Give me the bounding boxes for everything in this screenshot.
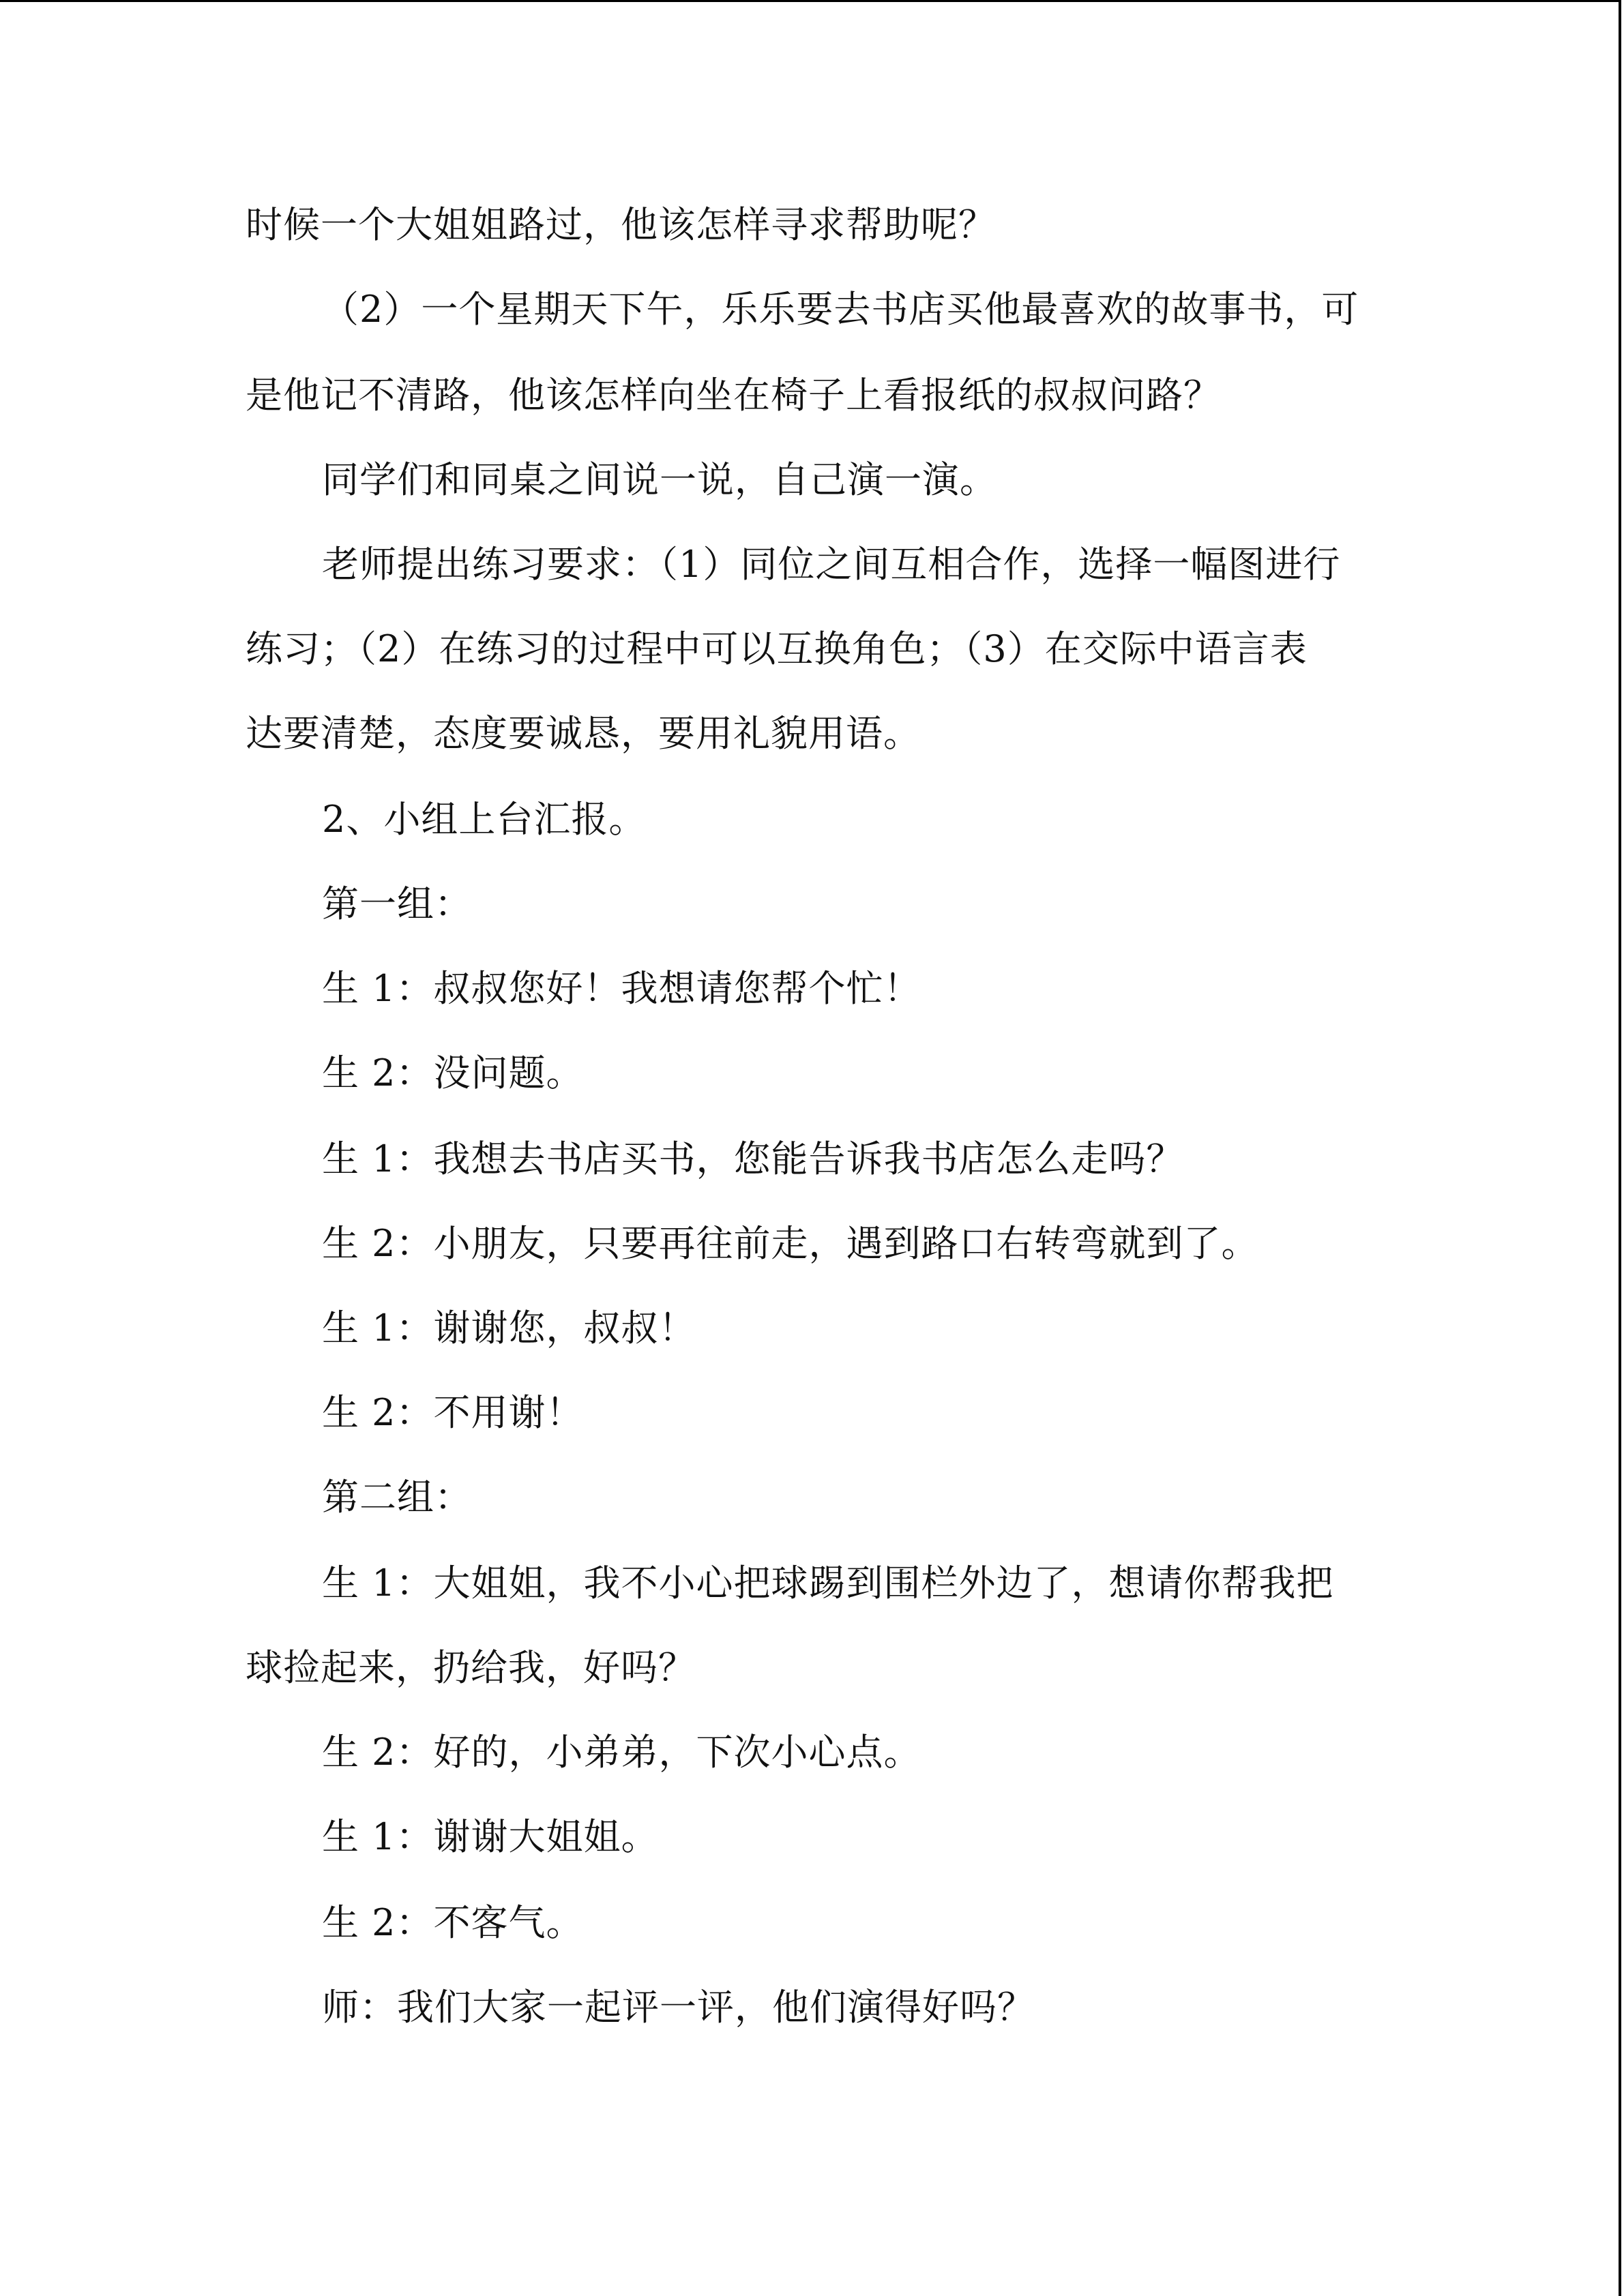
text-line-4: 同学们和同桌之间说一说，自己演一演。 [322,458,997,501]
text-line-7: 达要清楚，态度要诚恳，要用礼貌用语。 [246,712,921,755]
text-line-5: 老师提出练习要求：（1）同位之间互相合作，选择一幅图进行 [322,543,1341,586]
text-line-18: 球捡起来，扔给我，好吗？ [246,1646,696,1689]
text-line-17: 生 1：大姐姐，我不小心把球踢到围栏外边了，想请你帮我把 [322,1562,1334,1605]
text-line-12: 生 1：我想去书店买书，您能告诉我书店怎么走吗？ [322,1137,1184,1180]
text-line-11: 生 2：没问题。 [322,1052,584,1094]
text-line-15: 生 2：不用谢！ [322,1391,584,1434]
text-line-14: 生 1：谢谢您，叔叔！ [322,1307,696,1350]
text-line-6: 练习；（2）在练习的过程中可以互换角色；（3）在交际中语言表 [246,627,1308,670]
text-line-16: 第二组： [322,1476,472,1519]
text-line-8: 2、小组上台汇报。 [322,798,647,841]
text-line-10: 生 1：叔叔您好！我想请您帮个忙！ [322,967,921,1010]
text-line-9: 第一组： [322,882,472,925]
text-line-3: 是他记不清路，他该怎样向坐在椅子上看报纸的叔叔问路？ [246,374,1221,417]
text-line-22: 师：我们大家一起评一评，他们演得好吗？ [322,1986,1035,2029]
text-line-1: 时候一个大姐姐路过，他该怎样寻求帮助呢？ [246,203,996,246]
text-line-2: （2）一个星期天下午，乐乐要去书店买他最喜欢的故事书，可 [322,288,1359,331]
text-line-20: 生 1：谢谢大姐姐。 [322,1815,659,1858]
text-line-19: 生 2：好的，小弟弟，下次小心点。 [322,1731,921,1774]
text-line-21: 生 2：不客气。 [322,1901,584,1944]
text-line-13: 生 2：小朋友，只要再往前走，遇到路口右转弯就到了。 [322,1222,1259,1265]
